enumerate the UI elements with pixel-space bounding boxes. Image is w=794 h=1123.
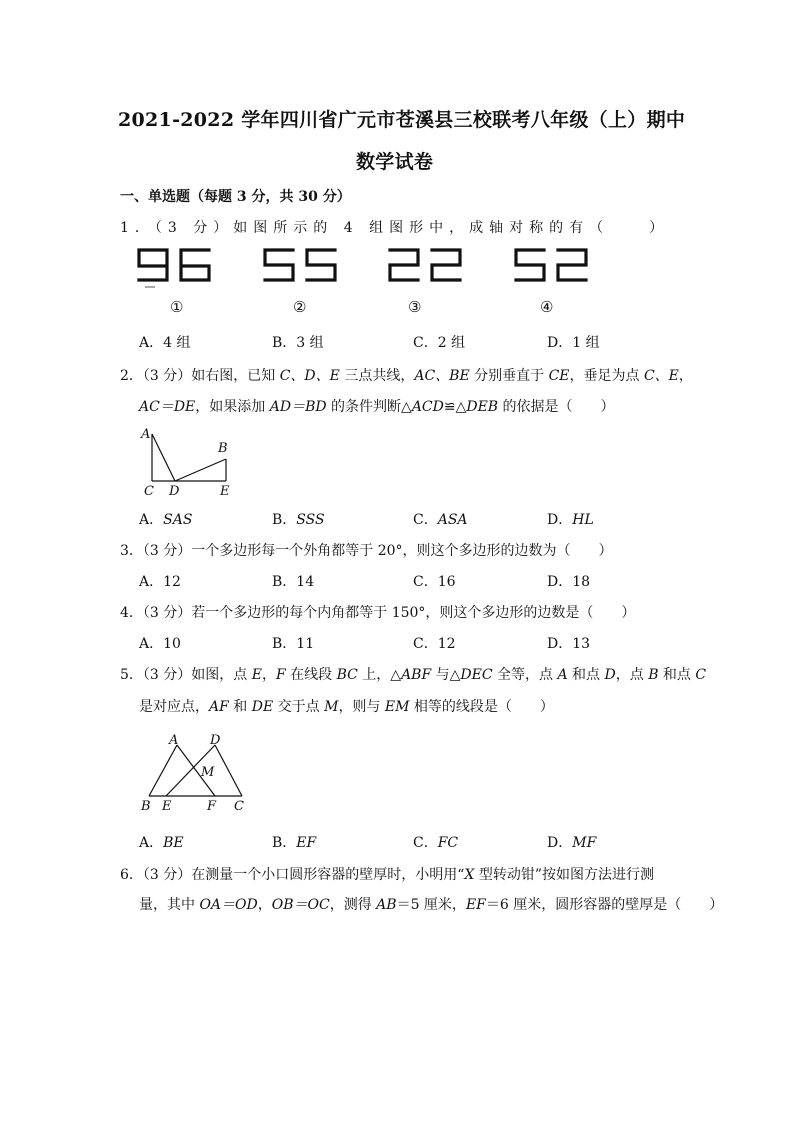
q2-label-d: D [169, 484, 180, 499]
figure-label-4: ④ [540, 298, 554, 316]
q2-label-a: A [141, 427, 151, 442]
figure-3-digit-2a [390, 250, 418, 280]
q3-option-d[interactable]: D．18 [547, 574, 591, 590]
figure-2-digit-5a [265, 250, 293, 280]
question-5-stem-line1: 5．（3 分）如图，点 E，F 在线段 BC 上，△ABF 与△DEC 全等，点 A 和点 D，点 B 和点 C [120, 667, 707, 683]
q1-option-b[interactable]: B．3 组 [272, 335, 324, 351]
question-5-figure [135, 728, 255, 818]
question-6-stem-line1: 6．（3 分）在测量一个小口圆形容器的壁厚时，小明用“X 型转动钳”按如图方法进行测 [120, 867, 654, 883]
page-title-line1: 2021-2022 学年四川省广元市苍溪县三校联考八年级（上）期中 [118, 109, 686, 131]
figure-4-digit-5 [516, 250, 544, 280]
q1-option-c[interactable]: C．2 组 [413, 335, 466, 351]
q2-label-c: C [144, 484, 154, 499]
q3-option-b[interactable]: B．14 [272, 574, 315, 590]
question-6-stem-line2: 量，其中 OA＝OD，OB＝OC，测得 AB＝5 厘米，EF＝6 厘米，圆形容器的壁厚是（ ） [139, 897, 724, 913]
question-5-stem-line2: 是对应点，AF 和 DE 交于点 M，则与 EM 相等的线段是（ ） [139, 699, 554, 715]
q2-option-b[interactable]: B．SSS [272, 512, 325, 528]
figure-2-digit-5b [307, 250, 335, 280]
q5-label-c: C [234, 799, 244, 814]
q5-option-c[interactable]: C．FC [413, 835, 459, 851]
figure-label-2: ② [293, 298, 307, 316]
q2-label-b: B [218, 441, 228, 456]
question-4-stem: 4．（3 分）若一个多边形的每个内角都等于 150°，则这个多边形的边数是（ ） [120, 605, 636, 621]
q5-label-b: B [141, 799, 151, 814]
q5-label-a: A [169, 733, 179, 748]
q4-option-b[interactable]: B．11 [272, 636, 315, 652]
q5-label-f: F [207, 799, 217, 814]
question-2-stem-line2: AC＝DE，如果添加 AD＝BD 的条件判断△ACD≌△DEB 的依据是（ ） [139, 399, 615, 415]
figure-1-digit-9 [139, 250, 167, 280]
q1-option-d[interactable]: D．1 组 [547, 335, 600, 351]
page-title-line2: 数学试卷 [356, 151, 434, 173]
q3-option-a[interactable]: A．12 [139, 574, 181, 590]
q5-option-b[interactable]: B．EF [272, 835, 317, 851]
question-1-figures [130, 244, 600, 294]
section-heading: 一、单选题（每题 3 分，共 30 分） [120, 189, 351, 205]
question-3-stem: 3．（3 分）一个多边形每一个外角都等于 20°，则这个多边形的边数为（ ） [120, 543, 613, 559]
q5-label-m: M [201, 765, 215, 780]
q4-option-c[interactable]: C．12 [413, 636, 456, 652]
q5-option-a[interactable]: A．BE [139, 835, 184, 851]
q4-option-a[interactable]: A．10 [139, 636, 181, 652]
figure-label-3: ③ [408, 298, 422, 316]
figure-label-1: ① [170, 298, 184, 316]
q2-option-a[interactable]: A．SAS [139, 512, 193, 528]
q5-label-d: D [210, 733, 221, 748]
question-2-figure [135, 422, 245, 502]
figure-3-digit-2b [432, 250, 460, 280]
q2-label-e: E [220, 484, 230, 499]
q5-option-d[interactable]: D．MF [547, 835, 597, 851]
q3-option-c[interactable]: C．16 [413, 574, 456, 590]
q1-option-a[interactable]: A．4 组 [139, 335, 191, 351]
question-2-stem-line1: 2．（3 分）如右图，已知 C、D、E 三点共线，AC、BE 分别垂直于 CE，垂足为点 C、E， [120, 368, 693, 384]
q2-option-c[interactable]: C．ASA [413, 512, 468, 528]
q4-option-d[interactable]: D．13 [547, 636, 591, 652]
figure-4-digit-2 [558, 250, 586, 280]
figure-1-digit-6 [181, 250, 209, 280]
q2-option-d[interactable]: D．HL [547, 512, 594, 528]
q5-label-e: E [162, 799, 172, 814]
question-1-stem: 1．（3 分）如图所示的 4 组图形中，成轴对称的有（ ） [120, 220, 670, 236]
